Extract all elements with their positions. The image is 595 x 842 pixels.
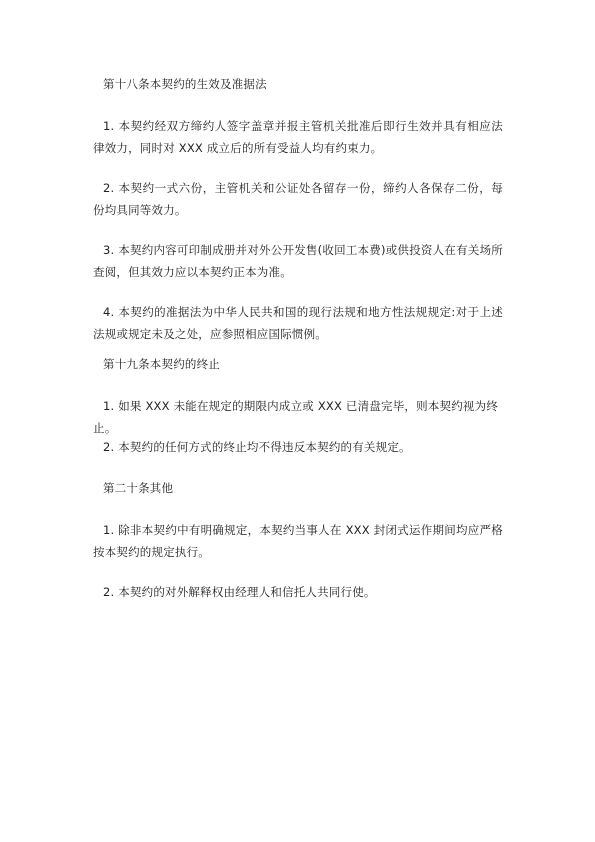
section-20-clause-1: 1. 除非本契约中有明确规定，本契约当事人在 XXX 封闭式运作期间均应严格按本契约的规定执行。 [93,523,503,559]
section-18-clause-3: 3. 本契约内容可印制成册并对外公开发售(收回工本费)或供投资人在有关场所查阅，但其效力应以本契约正本为准。 [93,243,503,279]
section-20-title: 第二十条其他 [103,481,174,495]
section-19-clause-2: 2. 本契约的任何方式的终止均不得违反本契约的有关规定。 [103,440,411,454]
section-19-title: 第十九条本契约的终止 [103,357,220,371]
section-20-clause-2: 2. 本契约的对外解释权由经理人和信托人共同行使。 [103,585,376,599]
section-19-clause-1: 1. 如果 XXX 未能在规定的期限内成立或 XXX 已清盘完毕，则本契约视为终止。 [93,399,499,435]
section-18-clause-1: 1. 本契约经双方缔约人签字盖章并报主管机关批准后即行生效并具有相应法律效力，同时对 XXX 成立后的所有受益人均有约束力。 [93,119,503,155]
section-18-title: 第十八条本契约的生效及准据法 [103,77,267,91]
section-18-clause-2: 2. 本契约一式六份，主管机关和公证处各留存一份，缔约人各保存二份，每份均具同等效力。 [93,181,503,217]
section-18-clause-4: 4. 本契约的准据法为中华人民共和国的现行法规和地方性法规规定:对于上述法规或规定未及之处，应参照相应国际惯例。 [93,305,503,341]
